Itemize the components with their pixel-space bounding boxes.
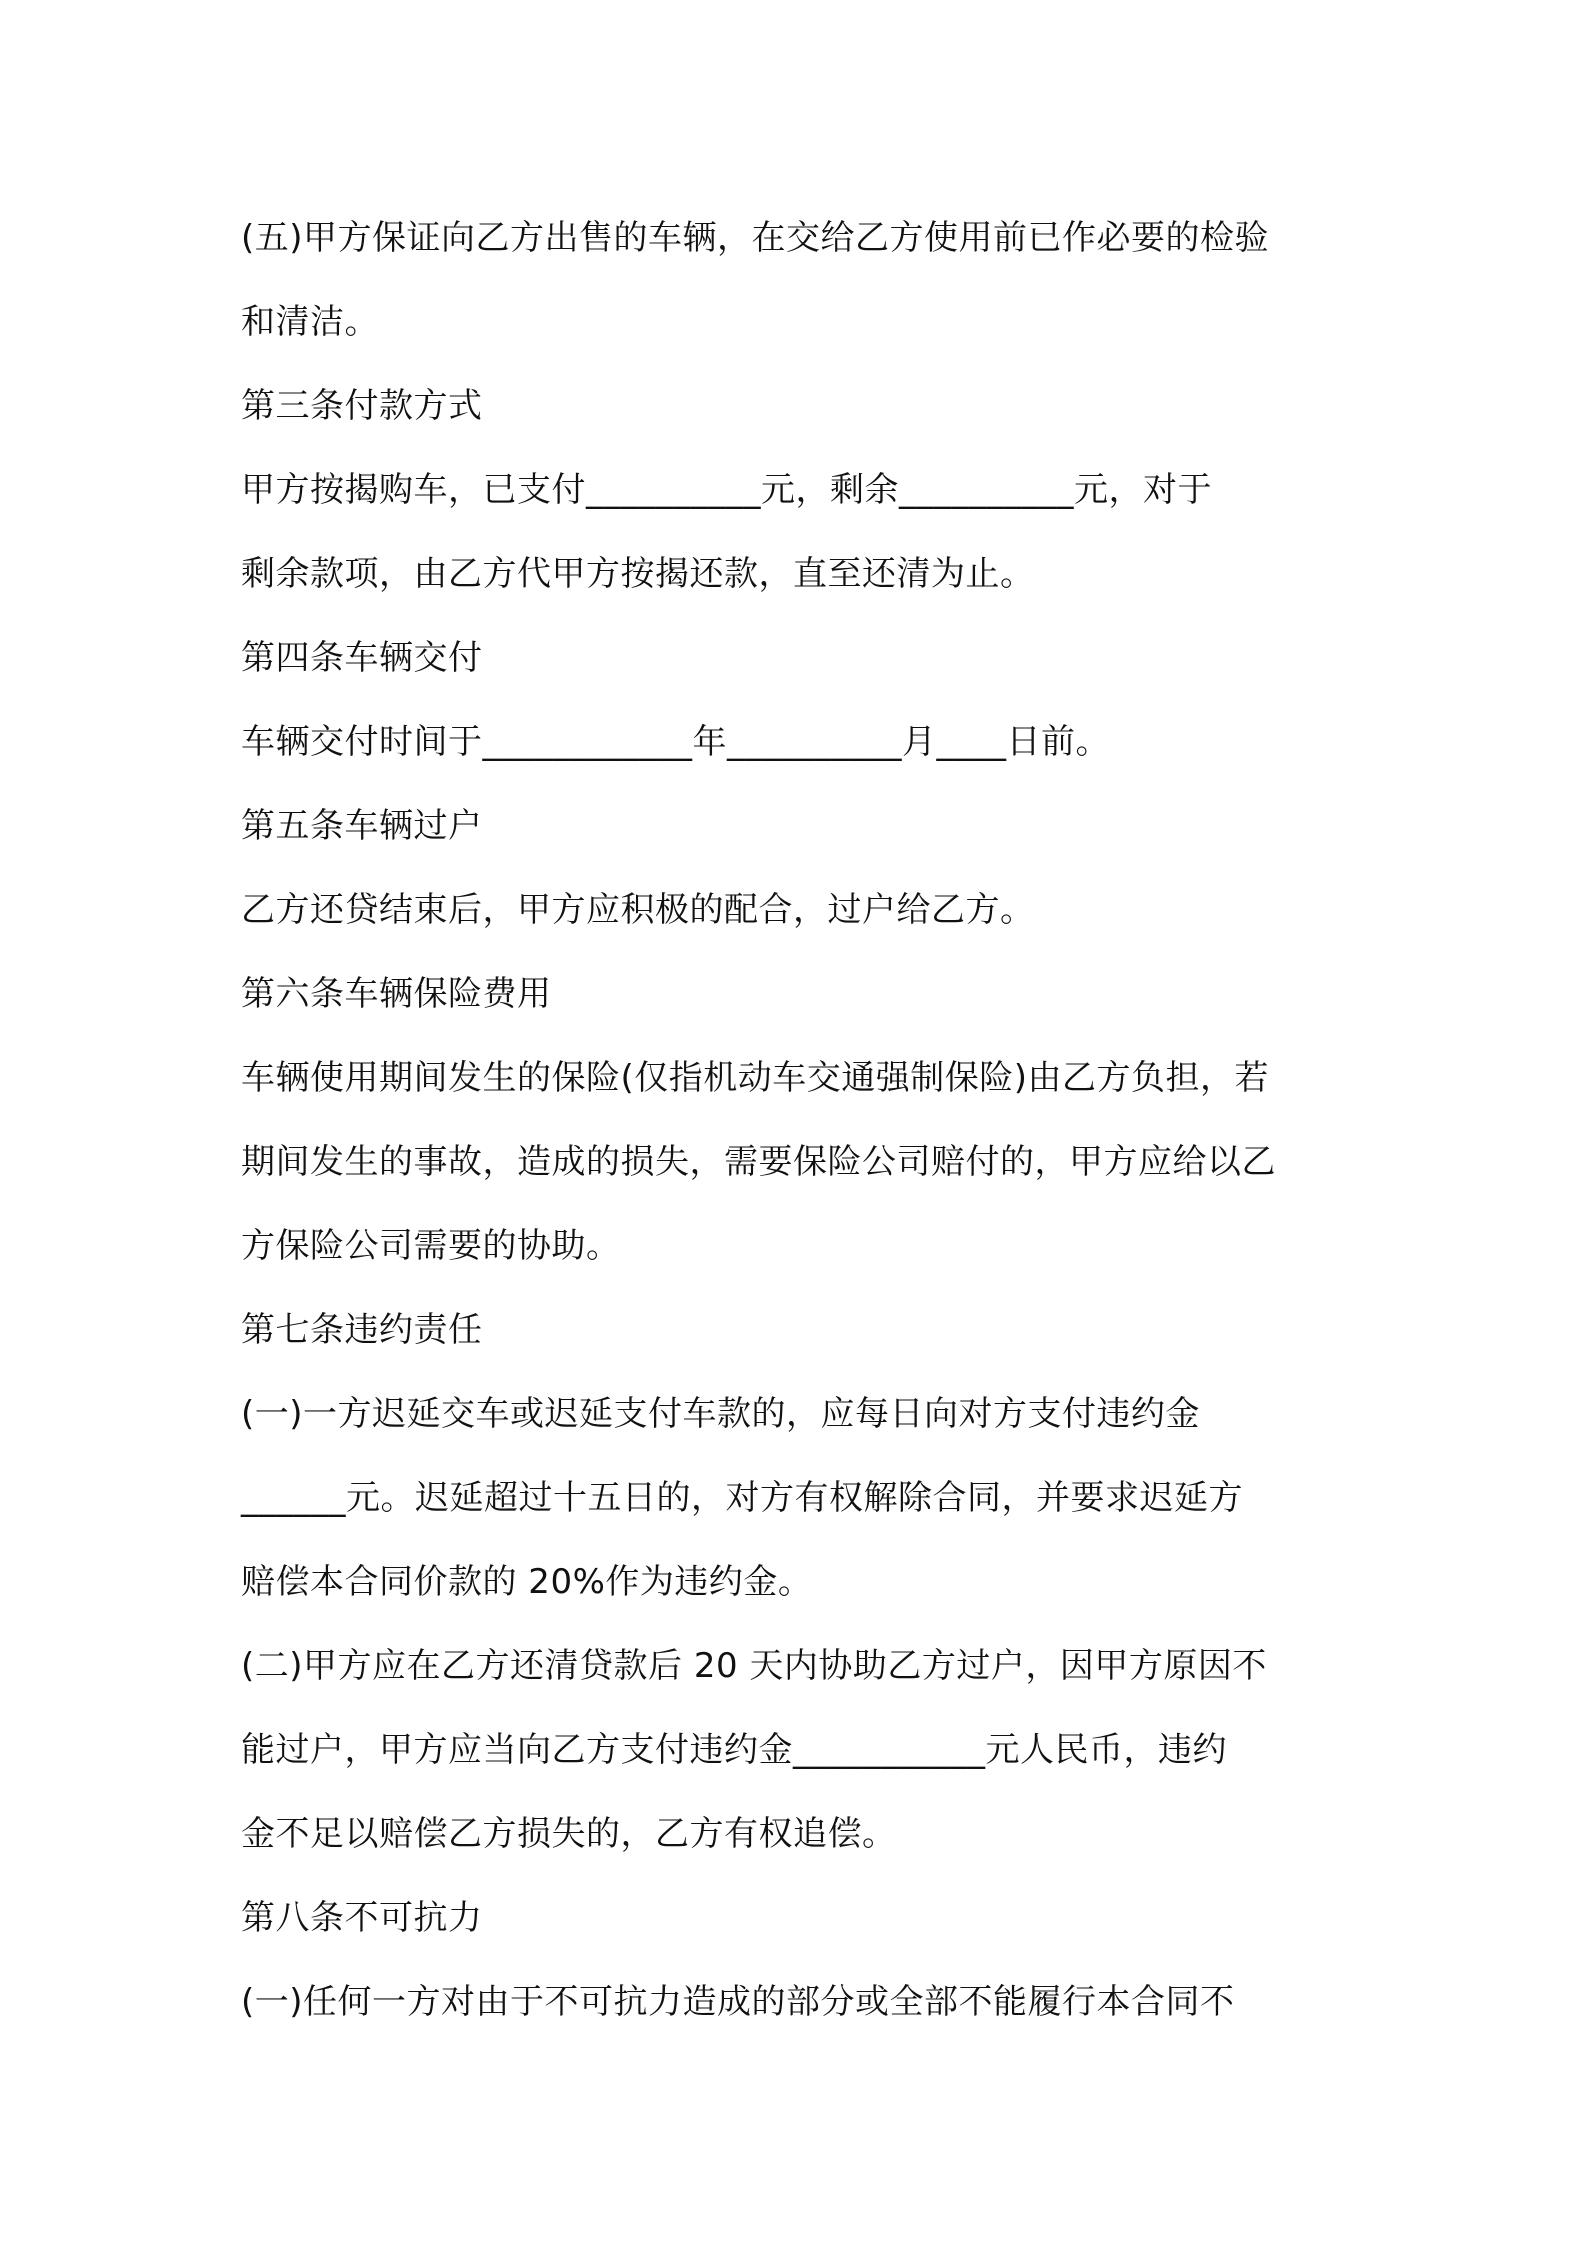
- paragraph-line: (五)甲方保证向乙方出售的车辆，在交给乙方使用前已作必要的检验: [241, 218, 1270, 258]
- paragraph-line: 剩余款项，由乙方代甲方按揭还款，直至还清为止。: [241, 554, 1035, 594]
- paragraph-line: 乙方还贷结束后，甲方应积极的配合，过户给乙方。: [241, 890, 1035, 930]
- section-heading: 第六条车辆保险费用: [241, 974, 552, 1014]
- paragraph-line: (一)一方迟延交车或迟延支付车款的，应每日向对方支付违约金: [241, 1394, 1201, 1434]
- paragraph-line: 甲方按揭购车，已支付__________元，剩余__________元，对于: [241, 470, 1212, 510]
- paragraph-line: 能过户，甲方应当向乙方支付违约金___________元人民币，违约: [241, 1730, 1227, 1770]
- paragraph-line: 金不足以赔偿乙方损失的，乙方有权追偿。: [241, 1814, 897, 1854]
- paragraph-line: 车辆交付时间于____________年__________月____日前。: [241, 722, 1110, 762]
- section-heading: 第三条付款方式: [241, 386, 483, 426]
- paragraph-line: 车辆使用期间发生的保险(仅指机动车交通强制保险)由乙方负担，若: [241, 1058, 1270, 1098]
- paragraph-line: ______元。迟延超过十五日的，对方有权解除合同，并要求迟延方: [241, 1478, 1243, 1518]
- section-heading: 第五条车辆过户: [241, 806, 483, 846]
- paragraph-line: (一)任何一方对由于不可抗力造成的部分或全部不能履行本合同不: [241, 1982, 1235, 2022]
- section-heading: 第四条车辆交付: [241, 638, 483, 678]
- paragraph-line: (二)甲方应在乙方还清贷款后 20 天内协助乙方过户，因甲方原因不: [241, 1646, 1267, 1686]
- section-heading: 第八条不可抗力: [241, 1898, 483, 1938]
- paragraph-line: 和清洁。: [241, 302, 379, 342]
- section-heading: 第七条违约责任: [241, 1310, 483, 1350]
- paragraph-line: 方保险公司需要的协助。: [241, 1226, 621, 1266]
- paragraph-line: 赔偿本合同价款的 20%作为违约金。: [241, 1562, 813, 1602]
- document-body: [241, 196, 1361, 2044]
- paragraph-line: 期间发生的事故，造成的损失，需要保险公司赔付的，甲方应给以乙: [241, 1142, 1276, 1182]
